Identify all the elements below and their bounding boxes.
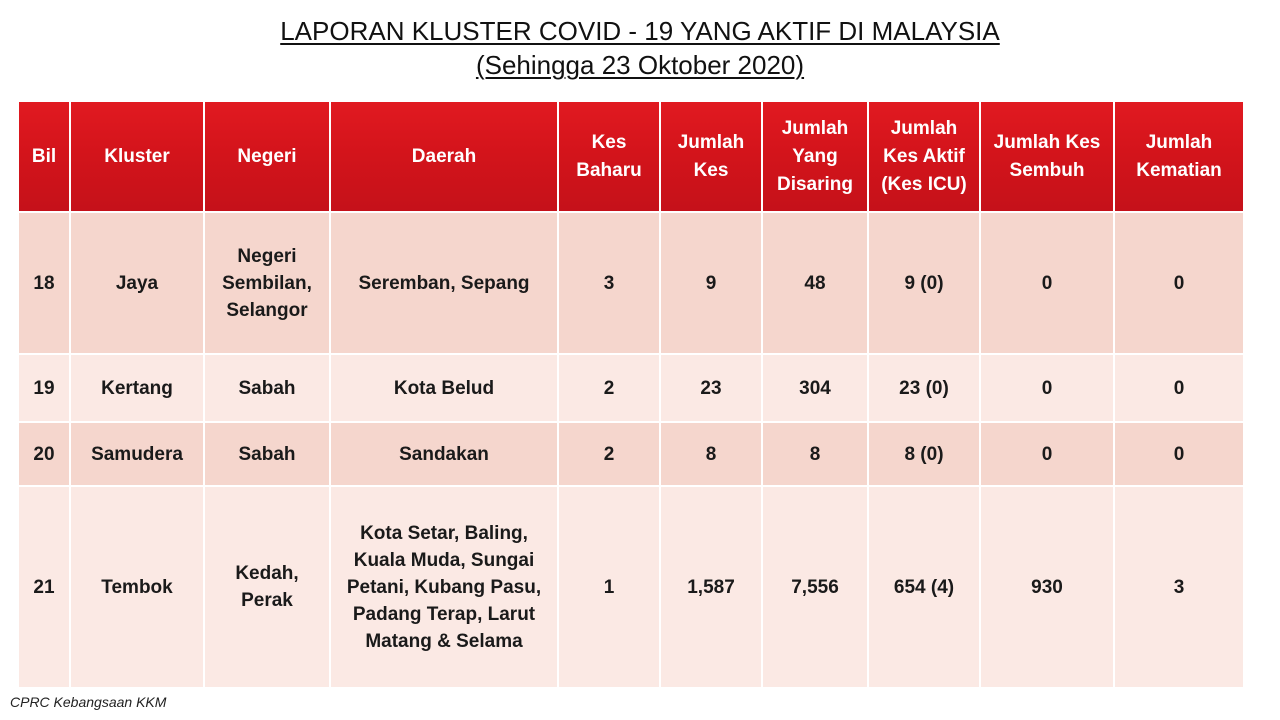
cell-jumlah-kes: 23	[660, 354, 762, 422]
cell-kes-baharu: 2	[558, 354, 660, 422]
cell-kluster: Kertang	[70, 354, 204, 422]
header-jumlah-kes: Jumlah Kes	[660, 101, 762, 212]
table-row	[18, 422, 1244, 486]
cell-jumlah-kes-sembuh: 0	[980, 354, 1114, 422]
cell-negeri: Negeri Sembilan, Selangor	[204, 212, 330, 354]
cell-jumlah-kematian: 0	[1114, 354, 1244, 422]
cell-jumlah-kes-aktif: 654 (4)	[868, 486, 980, 688]
cell-daerah: Kota Belud	[330, 354, 558, 422]
cell-jumlah-disaring: 48	[762, 212, 868, 354]
header-negeri: Negeri	[204, 101, 330, 212]
header-jumlah-kes-sembuh: Jumlah Kes Sembuh	[980, 101, 1114, 212]
cell-daerah: Seremban, Sepang	[330, 212, 558, 354]
cell-jumlah-kes-aktif: 8 (0)	[868, 422, 980, 486]
cell-bil: 21	[18, 486, 70, 688]
cell-bil: 18	[18, 212, 70, 354]
report-title-date: (Sehingga 23 Oktober 2020)	[475, 50, 805, 80]
cell-kluster: Jaya	[70, 212, 204, 354]
cell-jumlah-kes: 1,587	[660, 486, 762, 688]
table-header-row	[18, 101, 1244, 212]
cell-kes-baharu: 3	[558, 212, 660, 354]
cell-jumlah-disaring: 7,556	[762, 486, 868, 688]
cell-jumlah-disaring: 8	[762, 422, 868, 486]
cell-jumlah-kes: 9	[660, 212, 762, 354]
header-jumlah-kematian: Jumlah Kematian	[1114, 101, 1244, 212]
cell-jumlah-kes-sembuh: 0	[980, 212, 1114, 354]
cell-jumlah-kes-sembuh: 0	[980, 422, 1114, 486]
cell-bil: 19	[18, 354, 70, 422]
cell-negeri: Sabah	[204, 354, 330, 422]
cluster-table	[17, 100, 1245, 689]
cell-kluster: Tembok	[70, 486, 204, 688]
header-bil: Bil	[18, 101, 70, 212]
report-title	[0, 14, 1280, 82]
table-row	[18, 212, 1244, 354]
cell-daerah: Kota Setar, Baling, Kuala Muda, Sungai Petani, Kubang Pasu, Padang Terap, Larut Matang & Selama	[330, 486, 558, 688]
cell-kes-baharu: 1	[558, 486, 660, 688]
table-row	[18, 486, 1244, 688]
cell-jumlah-kematian: 3	[1114, 486, 1244, 688]
cell-bil: 20	[18, 422, 70, 486]
cell-daerah: Sandakan	[330, 422, 558, 486]
header-kes-baharu: Kes Baharu	[558, 101, 660, 212]
cell-jumlah-kes-aktif: 9 (0)	[868, 212, 980, 354]
source-footer: CPRC Kebangsaan KKM	[10, 694, 167, 710]
cell-jumlah-kes: 8	[660, 422, 762, 486]
cell-jumlah-disaring: 304	[762, 354, 868, 422]
header-daerah: Daerah	[330, 101, 558, 212]
cell-jumlah-kes-sembuh: 930	[980, 486, 1114, 688]
header-jumlah-kes-aktif: Jumlah Kes Aktif (Kes ICU)	[868, 101, 980, 212]
cell-jumlah-kematian: 0	[1114, 212, 1244, 354]
header-kluster: Kluster	[70, 101, 204, 212]
header-jumlah-disaring: Jumlah Yang Disaring	[762, 101, 868, 212]
cell-kes-baharu: 2	[558, 422, 660, 486]
cell-negeri: Sabah	[204, 422, 330, 486]
cell-negeri: Kedah, Perak	[204, 486, 330, 688]
report-title-main: LAPORAN KLUSTER COVID - 19 YANG AKTIF DI MALAYSIA	[280, 16, 1000, 46]
cell-jumlah-kes-aktif: 23 (0)	[868, 354, 980, 422]
cell-kluster: Samudera	[70, 422, 204, 486]
table-row	[18, 354, 1244, 422]
cell-jumlah-kematian: 0	[1114, 422, 1244, 486]
